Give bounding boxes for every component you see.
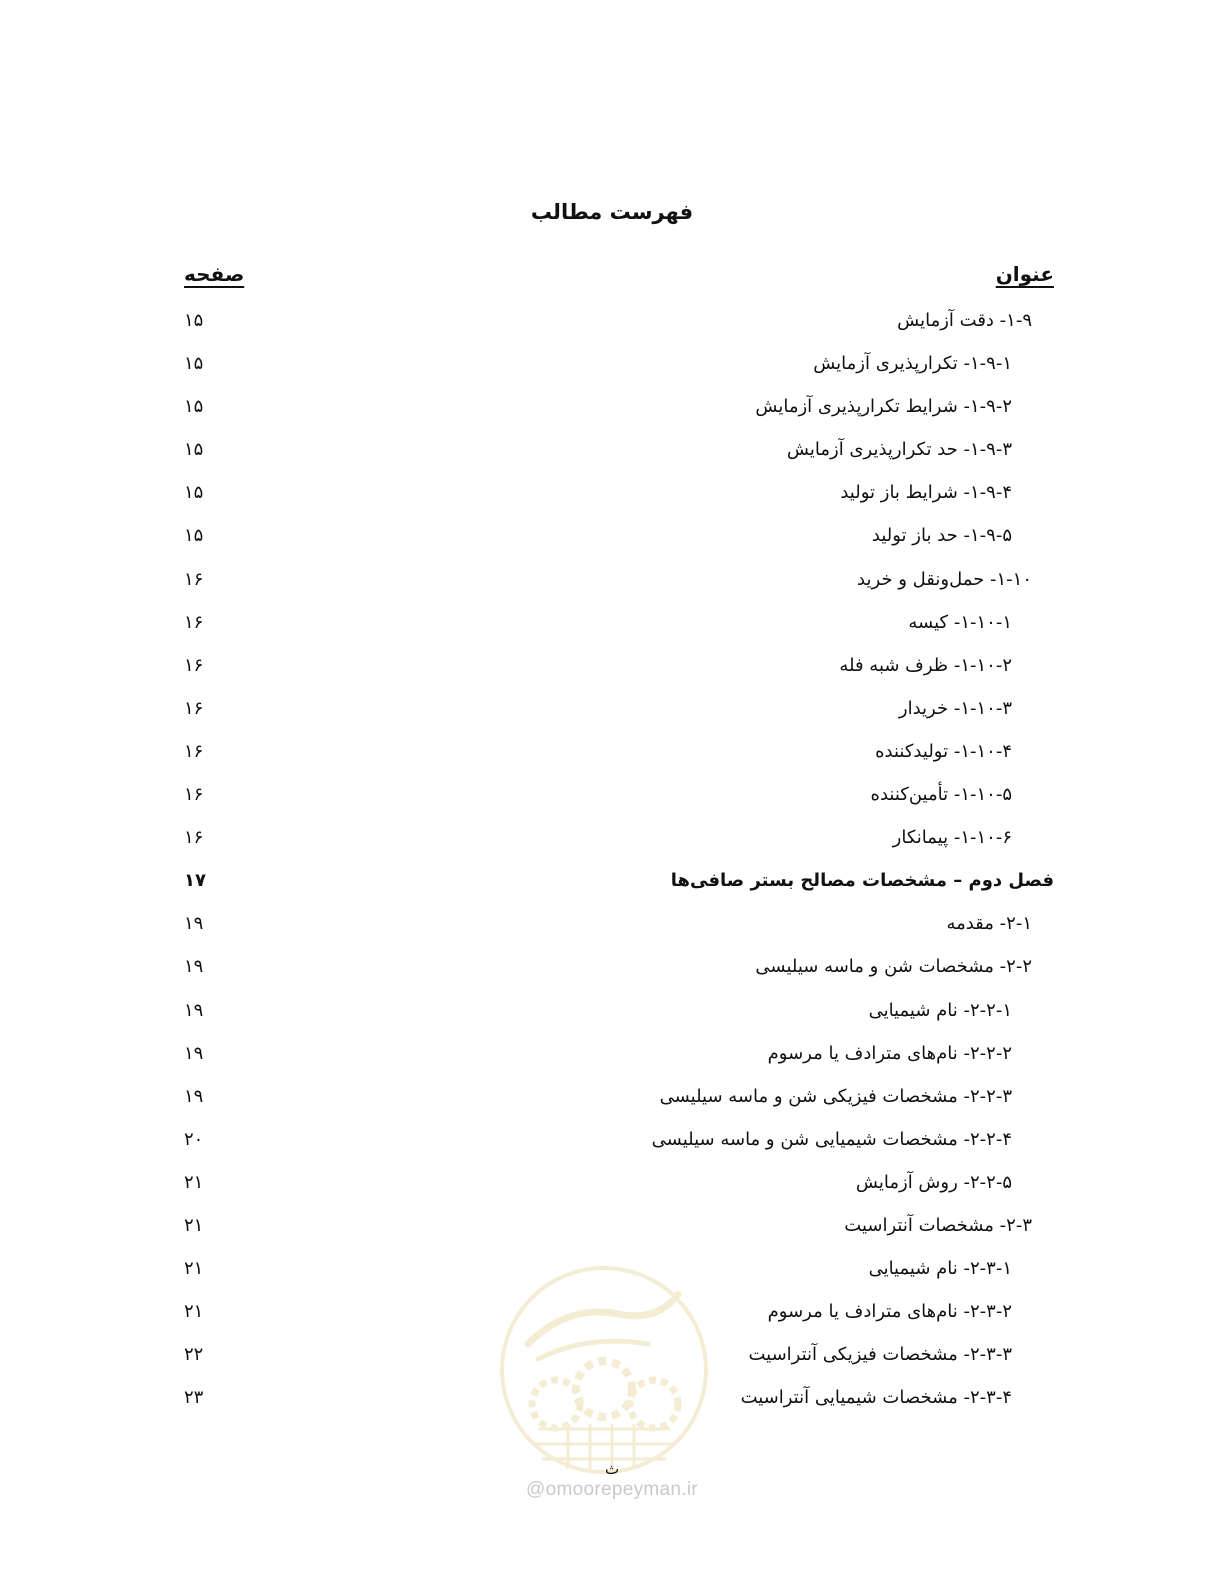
toc-entry-page: ۱۵ bbox=[184, 439, 204, 461]
toc-entry-page: ۱۹ bbox=[184, 1085, 204, 1107]
toc-entry-page: ۱۹ bbox=[184, 999, 204, 1021]
toc-entry-title: ۲-۲-۲- نام‌های مترادف یا مرسوم bbox=[767, 1042, 1012, 1064]
toc-entry bbox=[0, 1032, 1224, 1075]
toc-entry-page: ۲۱ bbox=[184, 1171, 204, 1193]
toc-entry-title: ۱-۹-۳- حد تکرارپذیری آزمایش bbox=[786, 439, 1012, 461]
page-column-header: صفحه bbox=[184, 262, 245, 286]
toc-entry-title: ۲-۲-۱- نام شیمیایی bbox=[868, 999, 1012, 1021]
toc-entry bbox=[0, 1161, 1224, 1204]
toc-entry-page: ۱۵ bbox=[184, 353, 204, 375]
toc-entry-page: ۱۵ bbox=[184, 396, 204, 418]
toc-entry-page: ۱۶ bbox=[184, 611, 204, 633]
toc-entry-title: ۱-۱۰-۵- تأمین‌کننده bbox=[870, 784, 1012, 806]
toc-entry-page: ۱۵ bbox=[184, 525, 204, 547]
watermark-caption: @omoorepeyman.ir bbox=[526, 1479, 698, 1500]
toc-entry bbox=[0, 558, 1224, 601]
toc-entry-page: ۲۱ bbox=[184, 1214, 204, 1236]
toc-entry bbox=[0, 299, 1224, 342]
toc-entry-page: ۱۶ bbox=[184, 654, 204, 676]
toc-entry-page: ۱۶ bbox=[184, 827, 204, 849]
title-column-header: عنوان bbox=[995, 262, 1054, 286]
toc-entry-title: ۲-۳- مشخصات آنتراسیت bbox=[844, 1214, 1032, 1236]
toc-entry bbox=[0, 859, 1224, 902]
toc-entry-page: ۱۹ bbox=[184, 956, 204, 978]
toc-entry bbox=[0, 342, 1224, 385]
toc-entry-page: ۱۵ bbox=[184, 310, 204, 331]
toc-entry-title: ۲-۲-۵- روش آزمایش bbox=[855, 1171, 1012, 1193]
page-title: فهرست مطالب bbox=[530, 200, 694, 224]
toc-entry-title: ۲-۳-۱- نام شیمیایی bbox=[868, 1258, 1012, 1280]
toc-entry bbox=[0, 730, 1224, 773]
toc-entry bbox=[0, 989, 1224, 1032]
toc-entry-page: ۱۶ bbox=[184, 697, 204, 719]
toc-entry-page: ۱۷ bbox=[184, 870, 206, 892]
toc-entry-title: فصل دوم – مشخصات مصالح بستر صافی‌ها bbox=[670, 870, 1054, 892]
toc-entry-page: ۱۶ bbox=[184, 784, 204, 806]
toc-entry bbox=[0, 1075, 1224, 1118]
toc-entry-page: ۲۳ bbox=[184, 1387, 204, 1409]
toc-entry-title: ۲-۳-۴- مشخصات شیمیایی آنتراسیت bbox=[740, 1387, 1012, 1409]
toc-entry bbox=[0, 514, 1224, 557]
toc-entry-page: ۱۹ bbox=[184, 1042, 204, 1064]
toc-entry-title: ۲-۲- مشخصات شن و ماسه سیلیسی bbox=[755, 956, 1032, 978]
toc-entry-title: ۱-۹-۵- حد باز تولید bbox=[871, 525, 1012, 547]
toc-entry bbox=[0, 1118, 1224, 1161]
toc-entry-page: ۲۰ bbox=[184, 1128, 204, 1150]
toc-entry-page: ۲۱ bbox=[184, 1301, 204, 1323]
toc-entry-title: ۲-۲-۳- مشخصات فیزیکی شن و ماسه سیلیسی bbox=[659, 1085, 1012, 1107]
toc-entry-title: ۱-۹-۲- شرایط تکرارپذیری آزمایش bbox=[755, 396, 1012, 418]
toc-entry-title: ۱-۹- دقت آزمایش bbox=[897, 310, 1032, 331]
toc-entry bbox=[0, 644, 1224, 687]
toc-entry bbox=[0, 902, 1224, 945]
toc-entry-title: ۲-۳-۲- نام‌های مترادف یا مرسوم bbox=[767, 1301, 1012, 1323]
toc-entry-page: ۱۶ bbox=[184, 568, 204, 590]
toc-entry bbox=[0, 687, 1224, 730]
toc-entry bbox=[0, 945, 1224, 988]
toc-entry-title: ۱-۱۰-۳- خریدار bbox=[898, 697, 1012, 719]
toc-entry-title: ۱-۱۰-۴- تولیدکننده bbox=[875, 740, 1012, 762]
toc-entry-title: ۲-۲-۴- مشخصات شیمیایی شن و ماسه سیلیسی bbox=[651, 1128, 1012, 1150]
table-of-contents bbox=[0, 299, 1224, 1419]
toc-entry-title: ۱-۱۰-۲- ظرف شبه فله bbox=[839, 654, 1012, 676]
toc-entry-title: ۱-۱۰-۶- پیمانکار bbox=[892, 827, 1012, 849]
page-number: ث bbox=[604, 1460, 620, 1478]
toc-entry-title: ۱-۱۰-۱- کیسه bbox=[908, 611, 1012, 633]
toc-entry bbox=[0, 471, 1224, 514]
toc-entry bbox=[0, 773, 1224, 816]
toc-entry bbox=[0, 385, 1224, 428]
toc-entry bbox=[0, 1204, 1224, 1247]
toc-entry bbox=[0, 428, 1224, 471]
toc-entry-title: ۲-۱- مقدمه bbox=[946, 913, 1032, 935]
toc-entry-title: ۲-۳-۳- مشخصات فیزیکی آنتراسیت bbox=[748, 1344, 1012, 1366]
toc-entry bbox=[0, 816, 1224, 859]
toc-entry-page: ۲۲ bbox=[184, 1344, 204, 1366]
toc-entry-title: ۱-۱۰- حمل‌ونقل و خرید bbox=[857, 568, 1032, 590]
toc-entry bbox=[0, 601, 1224, 644]
toc-entry-page: ۱۵ bbox=[184, 482, 204, 504]
toc-entry-title: ۱-۹-۴- شرایط باز تولید bbox=[840, 482, 1012, 504]
toc-entry-page: ۱۹ bbox=[184, 913, 204, 935]
toc-entry-title: ۱-۹-۱- تکرارپذیری آزمایش bbox=[813, 353, 1012, 375]
watermark-logo bbox=[498, 1264, 710, 1476]
toc-entry-page: ۲۱ bbox=[184, 1258, 204, 1280]
toc-entry-page: ۱۶ bbox=[184, 740, 204, 762]
